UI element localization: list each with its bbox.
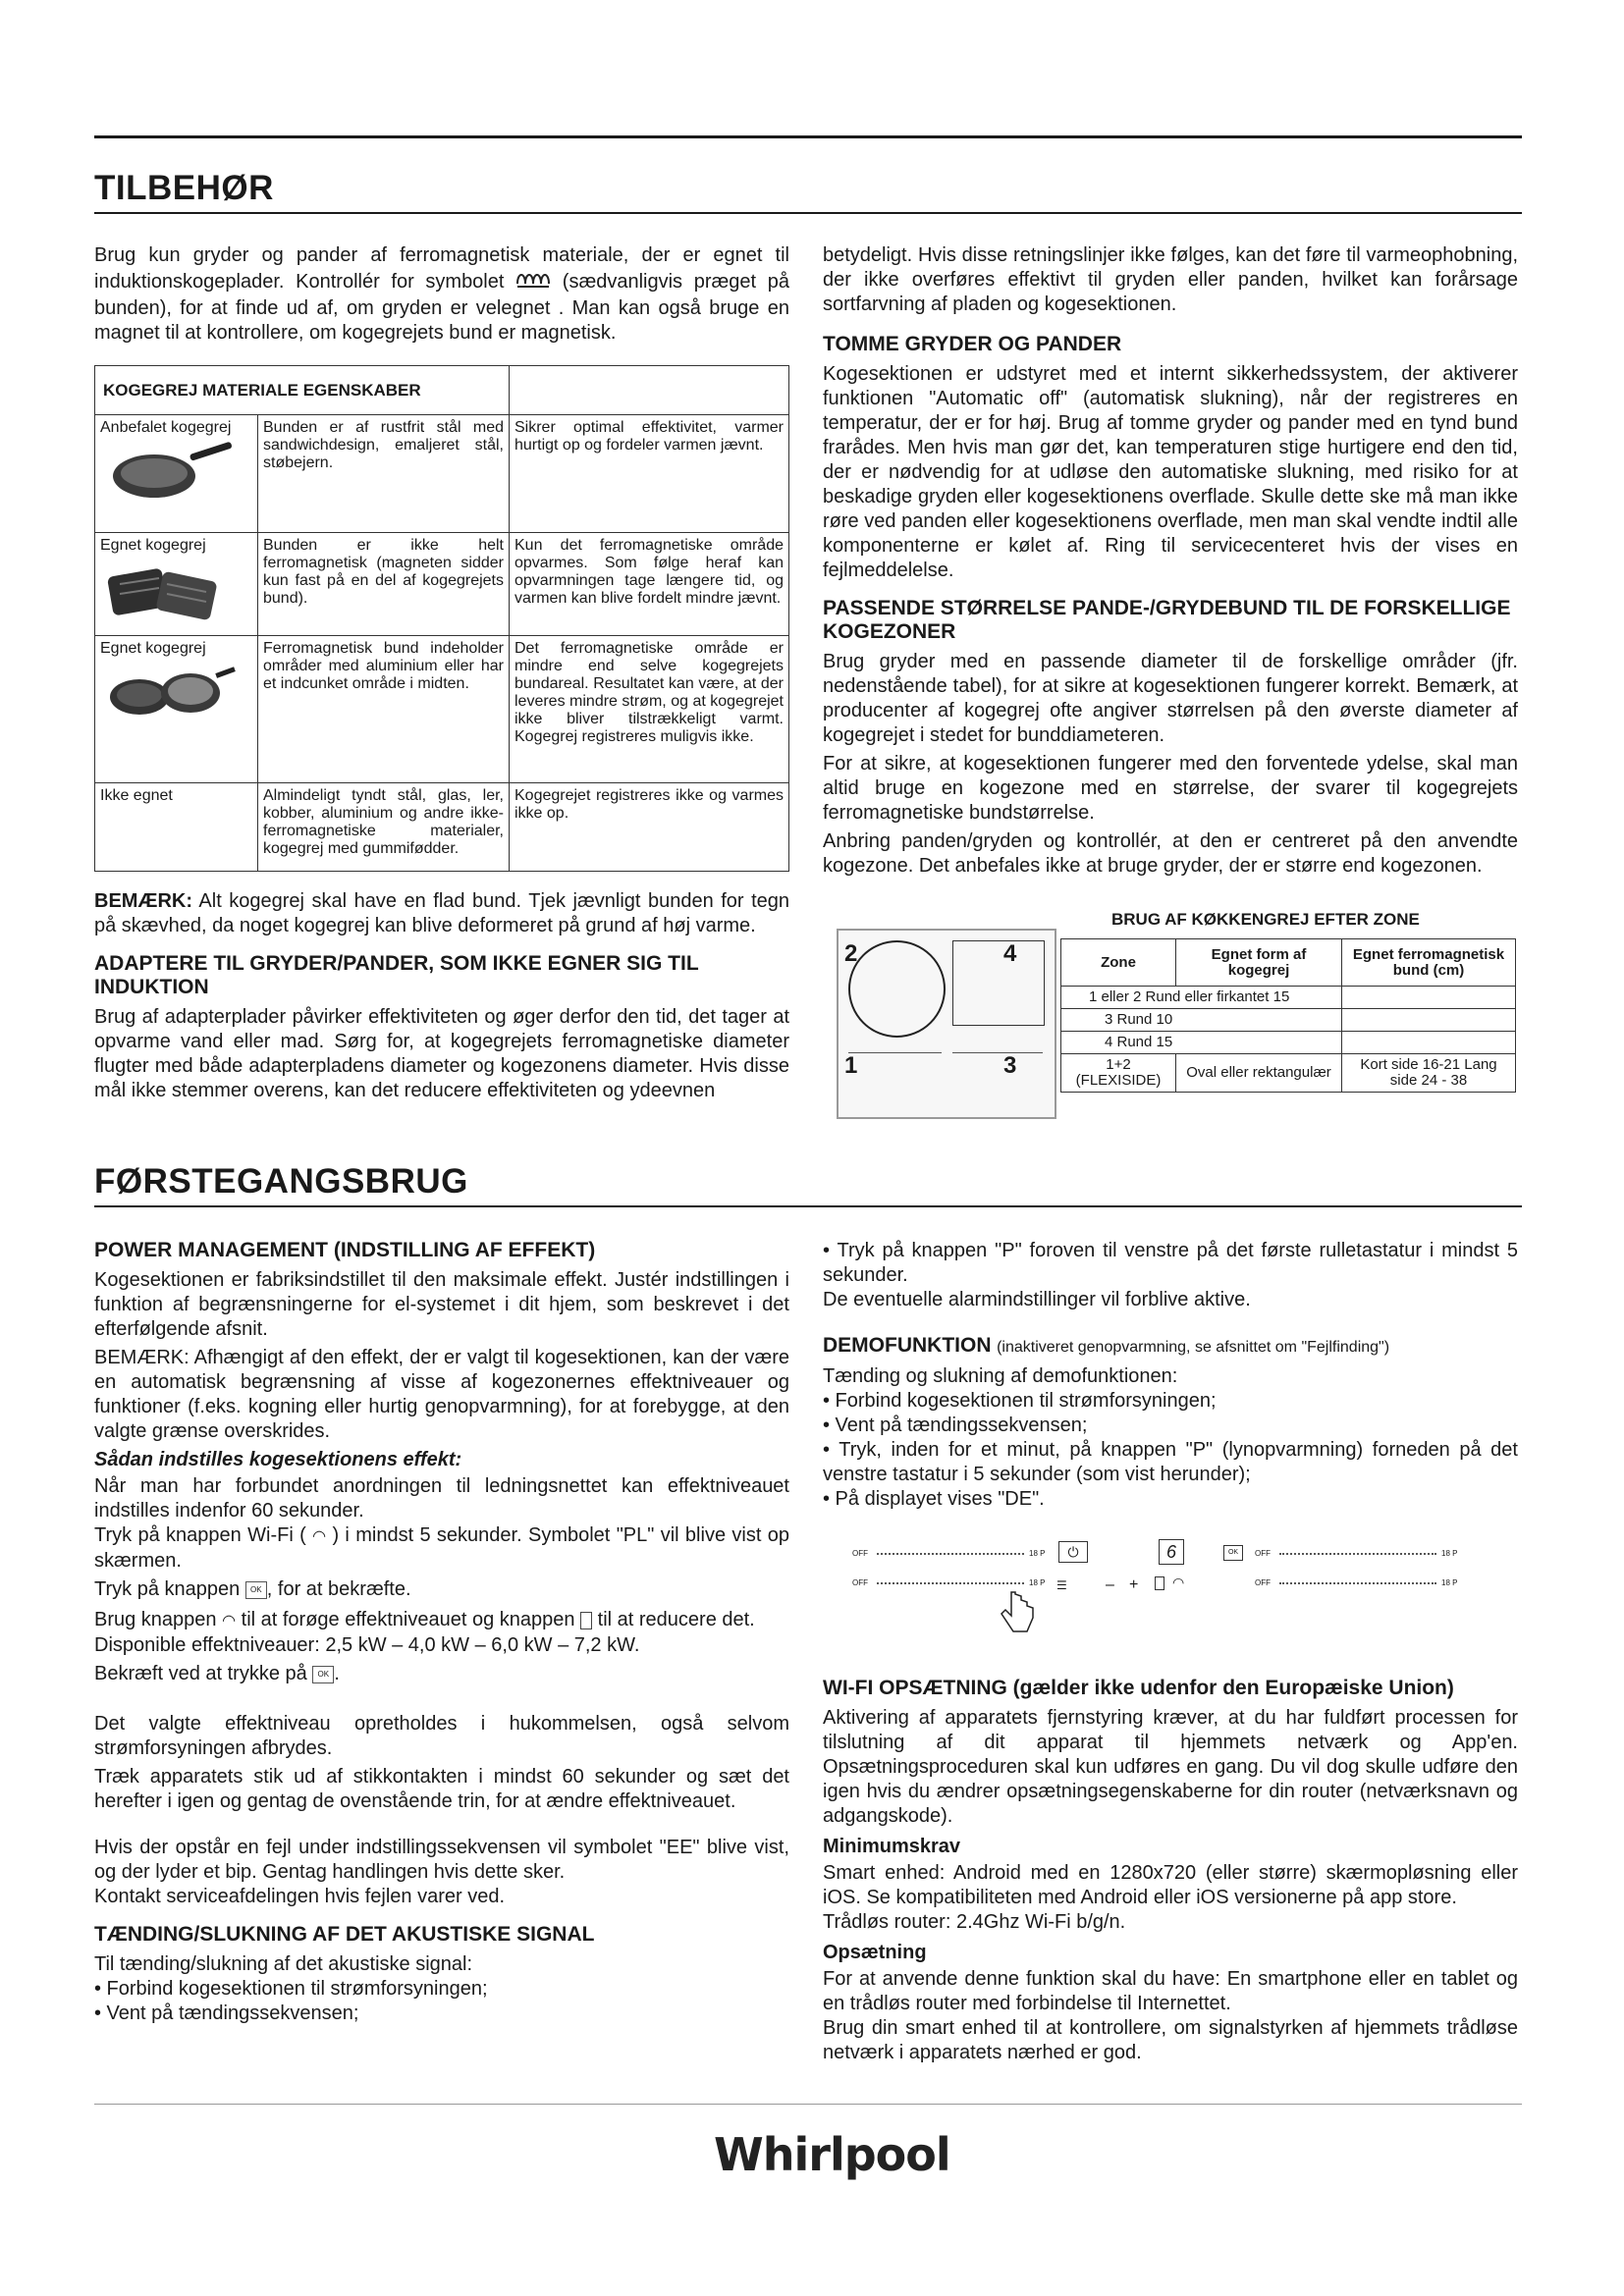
sound-heading: TÆNDING/SLUKNING AF DET AKUSTISKE SIGNAL <box>94 1923 595 1946</box>
row-type: Egnet kogegrej <box>100 537 206 554</box>
row-properties: Kogegrejet registreres ikke og varmes ikke op. <box>510 783 789 872</box>
pm-line-4 <box>94 1608 789 1633</box>
base-header: Egnet ferromagnetisk bund (cm) <box>1342 939 1516 987</box>
right-column-tilbehor <box>823 243 1518 882</box>
shape-header: Egnet form af kogegrej <box>1176 939 1342 987</box>
induction-coil-icon <box>515 268 551 296</box>
min-req-heading: Minimumskrav <box>823 1836 961 1857</box>
control-panel-illustration <box>823 1527 1518 1645</box>
minus-button[interactable]: – <box>1106 1576 1114 1593</box>
adapter-heading: ADAPTERE TIL GRYDER/PANDER, SOM IKKE EGNER SIG TIL INDUKTION <box>94 952 699 998</box>
section-underline <box>94 1205 1522 1207</box>
ok-button[interactable]: OK <box>1223 1545 1243 1561</box>
pm-text-2: BEMÆRK: Afhængigt af den effekt, der er valgt til kogesektionen, kan der være en automatisk begrænsning af visse af kogezonernes effektniveauer og funktioner (f.eks. kogning eller hurtig genopvarmning), for at forebygge, at den valgte grænse overskrides. <box>94 1347 789 1442</box>
zone-3-area <box>952 1052 1043 1108</box>
row-material: Almindeligt tyndt stål, glas, ler, kobber, aluminium og andre ikke-ferromagnetiske materialer, kogegrej med gummifødder. <box>258 783 510 872</box>
pm-text-4: Træk apparatets stik ud af stikkontakten i mindst 60 sekunder og sæt det herefter i igen og gentag de ovenstående trin, for at ændre effektniveauet. <box>94 1766 789 1812</box>
panel-off-label: OFF <box>852 1549 868 1558</box>
table-row <box>1061 987 1516 1009</box>
zone-table-caption: BRUG AF KØKKENGREJ EFTER ZONE <box>1111 910 1420 929</box>
pointing-hand-icon <box>998 1588 1037 1637</box>
table-row <box>95 415 789 533</box>
menu-icon: ☰ <box>1056 1578 1067 1592</box>
p-key-bullet: • Tryk på knappen "P" foroven til venstre på det første rulletastatur i mindst 5 sekunder. <box>823 1240 1518 1286</box>
pm-line-2 <box>94 1523 789 1574</box>
zone-cookware-table <box>1060 938 1516 1093</box>
zone-number-3: 3 <box>1003 1052 1017 1079</box>
row-properties: Sikrer optimal effektivitet, varmer hurtigt op og fordeler varmen jævnt. <box>510 415 789 533</box>
coated-pans-icon <box>100 658 238 726</box>
table-row <box>1061 1009 1516 1032</box>
table-header: KOGEGREJ MATERIALE EGENSKABER <box>95 366 510 415</box>
pm-text-1: Kogesektionen er fabriksindstillet til den maksimale effekt. Justér indstillingen i funktion af begrænsningerne for el-systemet i dit hjem, som beskrevet i det efterfølgende afsnit. <box>94 1269 789 1340</box>
zone-number-4: 4 <box>1003 940 1017 967</box>
zone-square-4 <box>952 940 1045 1026</box>
grill-pan-icon <box>100 555 238 623</box>
pm-subheading: Sådan indstilles kogesektionens effekt: <box>94 1449 462 1470</box>
panel-off-label: OFF <box>852 1578 868 1587</box>
shape-cell: Oval eller rektangulær <box>1176 1054 1342 1093</box>
table-row <box>95 533 789 636</box>
size-text-3: Anbring panden/gryden og kontrollér, at den er centreret på den anvendte kogezone. Det anbefales ikke at bruge gryder, der er større end kogezonen. <box>823 830 1518 877</box>
pm-text-6: Kontakt serviceafdelingen hvis fejlen varer ved. <box>94 1886 506 1907</box>
pm-line-6-text: Bekræft ved at trykke på <box>94 1663 307 1684</box>
right-column-wifi <box>823 1677 1518 2069</box>
sound-bullet-1: • Forbind kogesektionen til strømforsyningen; <box>94 1978 488 2000</box>
setup-heading: Opsætning <box>823 1942 927 1963</box>
demo-intro: Tænding og slukning af demofunktionen: <box>823 1365 1178 1387</box>
frying-pan-icon <box>100 437 238 506</box>
slider-track <box>1279 1582 1436 1584</box>
row-type: Anbefalet kogegrej <box>100 419 232 436</box>
pm-line-2b: ) i mindst 5 sekunder. Symbolet "PL" vil blive vist op skærmen. <box>94 1524 789 1572</box>
demo-heading <box>823 1334 1518 1359</box>
table-row <box>1061 1032 1516 1054</box>
sound-intro: Til tænding/slukning af det akustiske signal: <box>94 1953 473 1975</box>
whirlpool-logo: Whirlpool <box>714 2128 950 2181</box>
empty-pans-text: Kogesektionen er udstyret med et internt sikkerhedssystem, der aktiverer funktionen "Automatic off" (automatisk slukning), når der registreres en temperatur, der er for høj. Brug af tomme gryder og pander med en tynd bund frarådes. Men hvis man gør det, kan temperaturen stige hurtigere end den tid, der er nødvendig for at udløse den automatiske slukning, med risiko for at beskadige gryden eller kogesektionens overflade. Skulle dette ske må man ikke røre ved panden eller kogesektionens overflade, men man skal vendte indtil alle komponenterne er kølet af. Ring til servicecenteret hvis der vises en fejlmeddelelse. <box>823 363 1518 581</box>
pm-line-3a: Tryk på knappen <box>94 1578 241 1600</box>
top-rule <box>94 135 1522 138</box>
wifi-icon: ◠ <box>1172 1575 1185 1590</box>
footer-rule <box>94 2104 1522 2105</box>
power-management-heading: POWER MANAGEMENT (INDSTILLING AF EFFEKT) <box>94 1239 596 1261</box>
plus-button[interactable]: + <box>1129 1576 1139 1593</box>
demo-bullet-3: • Tryk, inden for et minut, på knappen "P" (lynopvarmning) forneden på det venstre tastatur i 5 sekunder (som vist herunder); <box>823 1439 1518 1485</box>
zone-number-1: 1 <box>844 1052 858 1079</box>
note-label: BEMÆRK: <box>94 890 192 912</box>
min-req-text-1: Smart enhed: Android med en 1280x720 (eller større) skærmopløsning eller iOS. Se kompatibiliteten med Android eller iOS versionerne på app store. <box>823 1862 1518 1908</box>
min-req-text-2: Trådløs router: 2.4Ghz Wi-Fi b/g/n. <box>823 1911 1126 1933</box>
timer-button[interactable]: 6 <box>1159 1539 1184 1565</box>
demo-title: DEMOFUNKTION <box>823 1334 992 1357</box>
right-column-forstegangsbrug <box>823 1239 1518 1512</box>
panel-max-label: 18 P <box>1441 1549 1458 1558</box>
zone-cell-empty <box>1342 987 1516 1009</box>
slider-track <box>877 1582 1024 1584</box>
row-material: Bunden er ikke helt ferromagnetisk (magneten sidder kun fast på en del af kogegrejets bund). <box>258 533 510 636</box>
slider-track <box>877 1553 1024 1555</box>
row-material: Ferromagnetisk bund indeholder områder med aluminium eller har et indcunket område i midten. <box>258 636 510 783</box>
left-column-tilbehor <box>94 243 789 1107</box>
intro-text-2: (sædvanligvis præget på bunden), for at finde ud af, om gryden er velegnet . Man kan også bruge en magnet til at kontrollere, om kogegrejets bund er magnetisk. <box>94 270 789 344</box>
wifi-icon: ◠ <box>222 1613 237 1629</box>
zone-header: Zone <box>1061 939 1176 987</box>
slider-track <box>1279 1553 1436 1555</box>
pm-line-2a: Tryk på knappen Wi-Fi ( <box>94 1524 306 1546</box>
pm-line-5: Disponible effektniveauer: 2,5 kW – 4,0 kW – 6,0 kW – 7,2 kW. <box>94 1634 640 1656</box>
section-title-forstegangsbrug: FØRSTEGANGSBRUG <box>94 1162 468 1201</box>
cookware-material-table <box>94 365 789 872</box>
note-text: Alt kogegrej skal have en flad bund. Tjek jævnligt bunden for tegn på skævhed, da noget kogegrej kan blive deformeret på grund af høj varme. <box>94 890 790 936</box>
ok-button-icon: OK <box>245 1581 267 1599</box>
empty-pans-heading: TOMME GRYDER OG PANDER <box>823 333 1122 355</box>
wifi-heading: WI-FI OPSÆTNING (gælder ikke udenfor den Europæiske Union) <box>823 1677 1454 1699</box>
ok-button-icon: OK <box>312 1666 334 1683</box>
wifi-icon: ◠ <box>312 1528 327 1545</box>
demo-bullet-2: • Vent på tændingssekvensen; <box>823 1415 1088 1436</box>
sound-bullet-2: • Vent på tændingssekvensen; <box>94 2002 359 2024</box>
pm-text-3: Det valgte effektniveau opretholdes i hukommelsen, også selvom strømforsyningen afbrydes. <box>94 1713 789 1759</box>
zone-cell: 1+2 (FLEXISIDE) <box>1061 1054 1176 1093</box>
panel-max-label: 18 P <box>1441 1578 1458 1587</box>
section-title-tilbehor: TILBEHØR <box>94 169 274 207</box>
demo-bullet-4: • På displayet vises "DE". <box>823 1488 1045 1510</box>
wifi-text: Aktivering af apparatets fjernstyring kræver, at du har fuldført processen for tilslutning af dit apparat til hjemmets netværk og App'en. Opsætningsproceduren skal kun udføres en gang. Du vil dog skulle udføre den igen hvis du ændrer opsætningsegenskaberne for din router (netværksnavn og adgangskode). <box>823 1707 1518 1827</box>
demo-bullet-1: • Forbind kogesektionen til strømforsyningen; <box>823 1390 1217 1412</box>
zone-number-2: 2 <box>844 940 858 967</box>
pm-line-3 <box>94 1577 789 1602</box>
note-paragraph <box>94 889 789 938</box>
alarm-text: De eventuelle alarmindstillinger vil forblive aktive. <box>823 1289 1251 1310</box>
intro-paragraph <box>94 243 789 346</box>
setup-text-1: For at anvende denne funktion skal du have: En smartphone eller en tablet og en trådløs router med forbindelse til Internettet. <box>823 1968 1518 2014</box>
section-underline <box>94 212 1522 214</box>
pm-line-4c: til at reducere det. <box>597 1609 755 1630</box>
row-material: Bunden er af rustfrit stål med sandwichdesign, emaljeret stål, støbejern. <box>258 415 510 533</box>
zone-cell: 3 Rund 10 <box>1061 1009 1342 1032</box>
size-heading: PASSENDE STØRRELSE PANDE-/GRYDEBUND TIL DE FORSKELLIGE KOGEZONER <box>823 597 1511 643</box>
lock-key-icon <box>580 1612 592 1629</box>
pm-text-5: Hvis der opstår en fejl under indstillingssekvensen vil symbolet "EE" blive vist, og der lyder et bip. Gentag handlingen hvis dette sker. <box>94 1837 789 1883</box>
base-cell: Kort side 16-21 Lang side 24 - 38 <box>1342 1054 1516 1093</box>
row-properties: Kun det ferromagnetiske område opvarmes. Som følge heraf kan opvarmningen tage længere tid, og varmen kan blive fordelt mindre jævnt. <box>510 533 789 636</box>
size-text-2: For at sikre, at kogesektionen fungerer med den forventede ydelse, skal man altid bruge en kogezone med en størrelse, der svarer til kogegrejets ferromagnetiske bundstørrelse. <box>823 753 1518 824</box>
panel-max-label: 18 P <box>1029 1549 1046 1558</box>
zone-cell: 1 eller 2 Rund eller firkantet 15 <box>1061 987 1342 1009</box>
pm-line-6: Bekræft ved at trykke på OK . <box>94 1663 340 1684</box>
zone-cell-empty <box>1342 1009 1516 1032</box>
row-type: Ikke egnet <box>95 783 258 872</box>
zone-1-area <box>848 1052 942 1108</box>
pm-line-4a: Brug knappen <box>94 1609 217 1630</box>
hob-zone-diagram <box>837 929 1056 1119</box>
left-column-forstegangsbrug <box>94 1239 789 2026</box>
table-row <box>95 636 789 783</box>
row-type: Egnet kogegrej <box>100 640 206 657</box>
pm-line-1: Når man har forbundet anordningen til ledningsnettet kan effektniveauet indstilles indenfor 60 sekunder. <box>94 1475 789 1522</box>
size-text-1: Brug gryder med en passende diameter til de forskellige områder (jfr. nedenstående tabel), for at sikre at kogesektionen fungerer korrekt. Bemærk, at producenter af kogegrej ofte angiver størrelsen på den øverste diameter af kogegrejet i stedet for bunddiameteren. <box>823 651 1518 746</box>
lock-icon <box>1155 1576 1164 1590</box>
panel-off-label: OFF <box>1255 1578 1271 1587</box>
continued-text: betydeligt. Hvis disse retningslinjer ikke følges, kan det føre til varmeophobning, der ikke overføres effektivt til gryden eller panden, hvilket kan forårsage sortfarvning af pladen og kogesektionen. <box>823 244 1518 315</box>
pm-line-3b: , for at bekræfte. <box>266 1578 411 1600</box>
zone-cell: 4 Rund 15 <box>1061 1032 1342 1054</box>
panel-max-label: 18 P <box>1029 1578 1046 1587</box>
adapter-text: Brug af adapterplader påvirker effektiviteten og øger derfor den tid, det tager at opvarme vand eller mad. Sørg for, at kogegrejets ferromagnetiske diameter flugter med både adapterpladens diameter og kogezonens diameter. Hvis disse mål ikke stemmer overens, kan det reducere effektiviteten og ydeevnen <box>94 1006 789 1101</box>
zone-cell-empty <box>1342 1032 1516 1054</box>
demo-title-rest: (inaktiveret genopvarmning, se afsnittet om "Fejlfinding") <box>997 1339 1390 1356</box>
intro-text-1: Brug kun gryder og pander af ferromagnetisk materiale, der er egnet til induktionskogeplader. Kontrollér for symbolet <box>94 244 789 293</box>
power-button[interactable]: ⏻ <box>1058 1541 1088 1563</box>
table-row <box>1061 1054 1516 1093</box>
pm-line-4b: til at forøge effektniveauet og knappen <box>241 1609 575 1630</box>
panel-off-label: OFF <box>1255 1549 1271 1558</box>
table-row <box>95 783 789 872</box>
row-properties: Det ferromagnetiske område er mindre end selve kogegrejets bundareal. Resultatet kan være, at der leveres mindre strøm, og at kogegrejet ikke bliver tilstrækkeligt varmt. Kogegrej registreres muligvis ikke. <box>510 636 789 783</box>
zone-circle-2 <box>848 940 946 1038</box>
table-header-empty <box>510 366 789 415</box>
setup-text-2: Brug din smart enhed til at kontrollere, om signalstyrken af hjemmets trådløse netværk i apparatets nærhed er god. <box>823 2017 1518 2063</box>
